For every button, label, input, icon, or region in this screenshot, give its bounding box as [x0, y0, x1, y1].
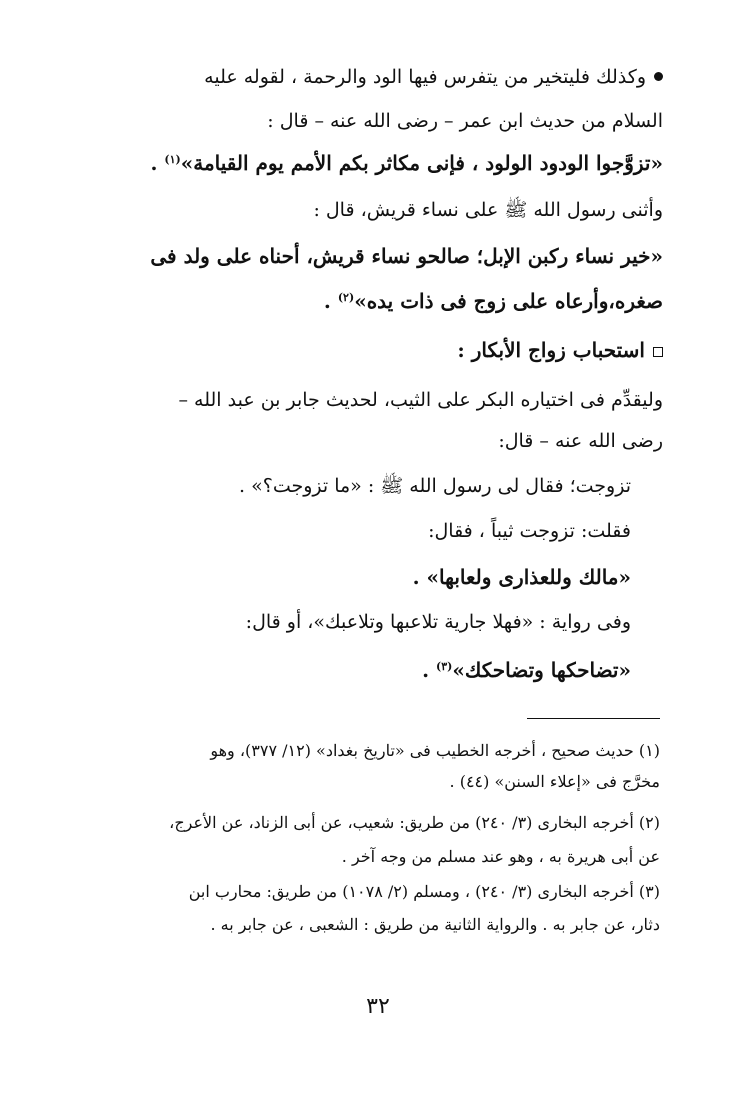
- footnote-ref: (٢): [337, 291, 355, 304]
- dialogue-line: تزوجت؛ فقال لى رسول الله ﷺ : «ما تزوجت؟» .: [239, 475, 631, 497]
- punctuation: .: [150, 151, 158, 175]
- dialogue-line: فقلت: تزوجت ثيباً ، فقال:: [428, 520, 631, 542]
- footnote-line: (٣) أخرجه البخارى (٣/ ٢٤٠) ، ومسلم (٢/ ١٠٧٨) من طريق: محارب ابن: [188, 882, 660, 901]
- hadith-text: «تزوَّجوا الودود الولود ، فإنى مكاثر بكم الأمم يوم القيامة»: [180, 151, 663, 175]
- hadith-line: «مالك وللعذارى ولعابها» .: [412, 565, 631, 589]
- hadith-line: «خير نساء ركبن الإبل؛ صالحو نساء قريش، أحناه على ولد فى: [150, 244, 663, 268]
- hadith-text: صغره،وأرعاه على زوج فى ذات يده»: [354, 289, 663, 313]
- footnote-line: مخرَّج فى «إعلاء السنن» (٤٤) .: [449, 772, 660, 791]
- paragraph-line: وأثنى رسول الله ﷺ على نساء قريش، قال :: [313, 199, 663, 221]
- hadith-line: [422, 660, 631, 680]
- paragraph-line: وليقدِّم فى اختياره البكر على الثيب، لحديث جابر بن عبد الله –: [178, 389, 663, 411]
- bullet-icon: [654, 72, 663, 81]
- footnote-ref: (٣): [436, 660, 453, 673]
- paragraph-line: [204, 68, 663, 87]
- punctuation: .: [323, 289, 331, 313]
- footnote-line: (٢) أخرجه البخارى (٣/ ٢٤٠) من طريق: شعيب، عن أبى الزناد، عن الأعرج،: [169, 813, 660, 832]
- footnote-separator: [527, 718, 660, 719]
- footnote-line: عن أبى هريرة به ، وهو عند مسلم من وجه آخر .: [341, 847, 660, 866]
- footnote-line: دثار، عن جابر به . والرواية الثانية من طريق : الشعبى ، عن جابر به .: [210, 915, 660, 934]
- hadith-line: [324, 291, 663, 311]
- hadith-line: [150, 153, 663, 173]
- punctuation: .: [422, 658, 430, 682]
- hadith-text: «تضاحكها وتضاحكك»: [452, 658, 631, 682]
- dialogue-line: وفى رواية : «فهلا جارية تلاعبها وتلاعبك»، أو قال:: [245, 611, 631, 633]
- text-span: وكذلك فليتخير من يتفرس فيها الود والرحمة ، لقوله عليه: [204, 66, 646, 88]
- footnote-line: (١) حديث صحيح ، أخرجه الخطيب فى «تاريخ بغداد» (١٢/ ٣٧٧)، وهو: [210, 741, 660, 760]
- paragraph-line: رضى الله عنه – قال:: [498, 430, 663, 452]
- paragraph-line: السلام من حديث ابن عمر – رضى الله عنه – قال :: [267, 110, 663, 132]
- footnote-ref: (١): [164, 153, 181, 166]
- page-number: ٣٢: [366, 994, 390, 1019]
- square-bullet-icon: [653, 347, 663, 357]
- section-heading: [457, 340, 663, 360]
- heading-text: استحباب زواج الأبكار :: [457, 338, 645, 362]
